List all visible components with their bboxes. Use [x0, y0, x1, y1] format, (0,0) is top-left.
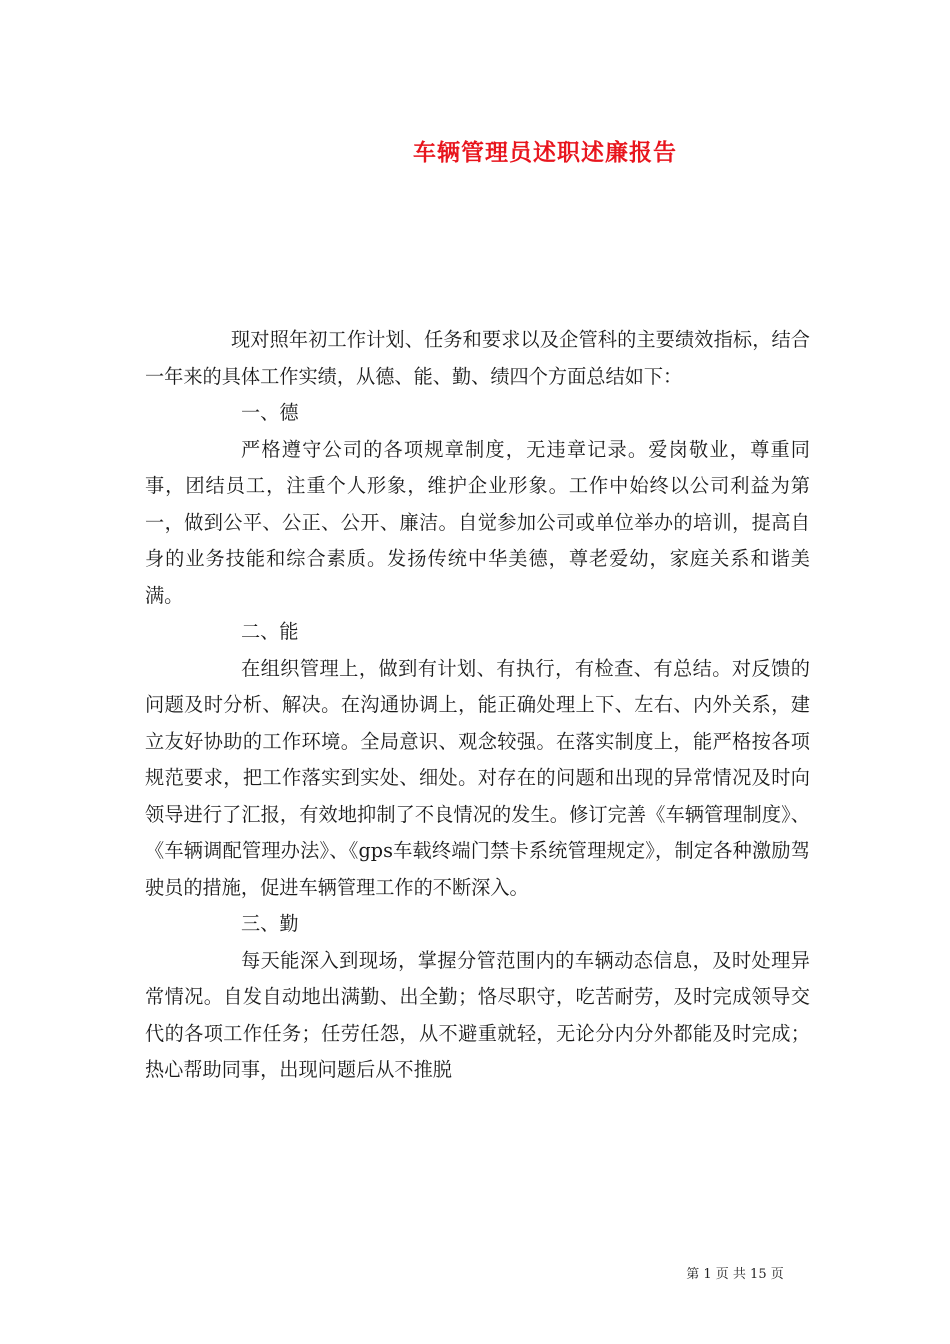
intro-paragraph: 现对照年初工作计划、任务和要求以及企管科的主要绩效指标，结合一年来的具体工作实绩，从德、能、勤、绩四个方面总结如下：	[145, 328, 810, 388]
section-body-de: 严格遵守公司的各项规章制度，无违章记录。爱岗敬业，尊重同事，团结员工，注重个人形象，维护企业形象。工作中始终以公司利益为第一，做到公平、公正、公开、廉洁。自觉参加公司或单位举办的培训，提高自身的业务技能和综合素质。发扬传统中华美德，尊老爱幼，家庭关系和谐美满。	[145, 437, 810, 607]
section-heading-de: 一、德	[241, 401, 299, 424]
page-number-footer: 第 1 页 共 15 页	[686, 1267, 784, 1282]
section-heading-neng: 二、能	[241, 620, 299, 643]
document-title: 车辆管理员述职述廉报告	[413, 139, 677, 166]
document-body	[145, 322, 810, 1089]
section-body-qin: 每天能深入到现场，掌握分管范围内的车辆动态信息，及时处理异常情况。自发自动地出满勤、出全勤；恪尽职守，吃苦耐劳，及时完成领导交代的各项工作任务；任劳任怨，从不避重就轻，无论分内分外都能及时完成；热心帮助同事，出现问题后从不推脱	[145, 948, 810, 1081]
section-heading-qin: 三、勤	[241, 912, 299, 935]
section-body-neng: 在组织管理上，做到有计划、有执行，有检查、有总结。对反馈的问题及时分析、解决。在沟通协调上，能正确处理上下、左右、内外关系，建立友好协助的工作环境。全局意识、观念较强。在落实制度上，能严格按各项规范要求，把工作落实到实处、细处。对存在的问题和出现的异常情况及时向领导进行了汇报，有效地抑制了不良情况的发生。修订完善《车辆管理制度》、《车辆调配管理办法》、《gps车载终端门禁卡系统管理规定》，制定各种激励驾驶员的措施，促进车辆管理工作的不断深入。	[145, 656, 810, 899]
